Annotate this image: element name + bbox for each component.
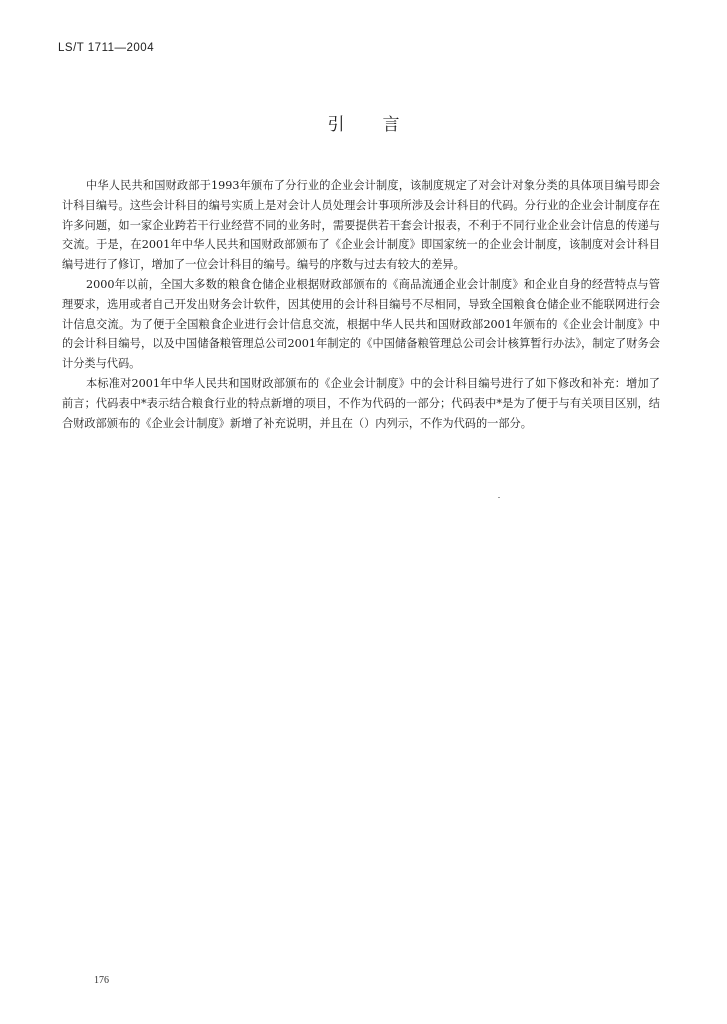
scan-speck <box>498 497 500 498</box>
page-title: 引言 <box>327 115 438 135</box>
page-number: 176 <box>94 975 109 986</box>
body-text <box>62 176 660 433</box>
paragraph-2: 2000年以前，全国大多数的粮食仓储企业根据财政部颁布的《商品流通企业会计制度》和企业自身的经营特点与管理要求，选用或者自己开发出财务会计软件，因其使用的会计科目编号不尽相同，导致全国粮食仓储企业不能联网进行会计信息交流。为了便于全国粮食企业进行会计信息交流，根据中华人民共和国财政部2001年颁布的《企业会计制度》中的会计科目编号，以及中国储备粮管理总公司2001年制定的《中国储备粮管理总公司会计核算暂行办法》，制定了财务会计分类与代码。 <box>62 277 660 371</box>
paragraph-3: 本标准对2001年中华人民共和国财政部颁布的《企业会计制度》中的会计科目编号进行了如下修改和补充：增加了前言；代码表中*表示结合粮食行业的特点新增的项目，不作为代码的一部分；代码表中*是为了便于与有关项目区别，结合财政部颁布的《企业会计制度》新增了补充说明，并且在（）内列示，不作为代码的一部分。 <box>62 376 660 430</box>
standard-code-header: LS/T 1711—2004 <box>58 42 155 54</box>
paragraph-1: 中华人民共和国财政部于1993年颁布了分行业的企业会计制度，该制度规定了对会计对象分类的具体项目编号即会计科目编号。这些会计科目的编号实质上是对会计人员处理会计事项所涉及会计科目的代码。分行业的企业会计制度存在许多问题，如一家企业跨若干行业经营不同的业务时，需要提供若干套会计报表，不利于不同行业企业会计信息的传递与交流。于是，在2001年中华人民共和国财政部颁布了《企业会计制度》即国家统一的企业会计制度，该制度对会计科目编号进行了修订，增加了一位会计科目的编号。编号的序数与过去有较大的差异。 <box>62 179 660 272</box>
